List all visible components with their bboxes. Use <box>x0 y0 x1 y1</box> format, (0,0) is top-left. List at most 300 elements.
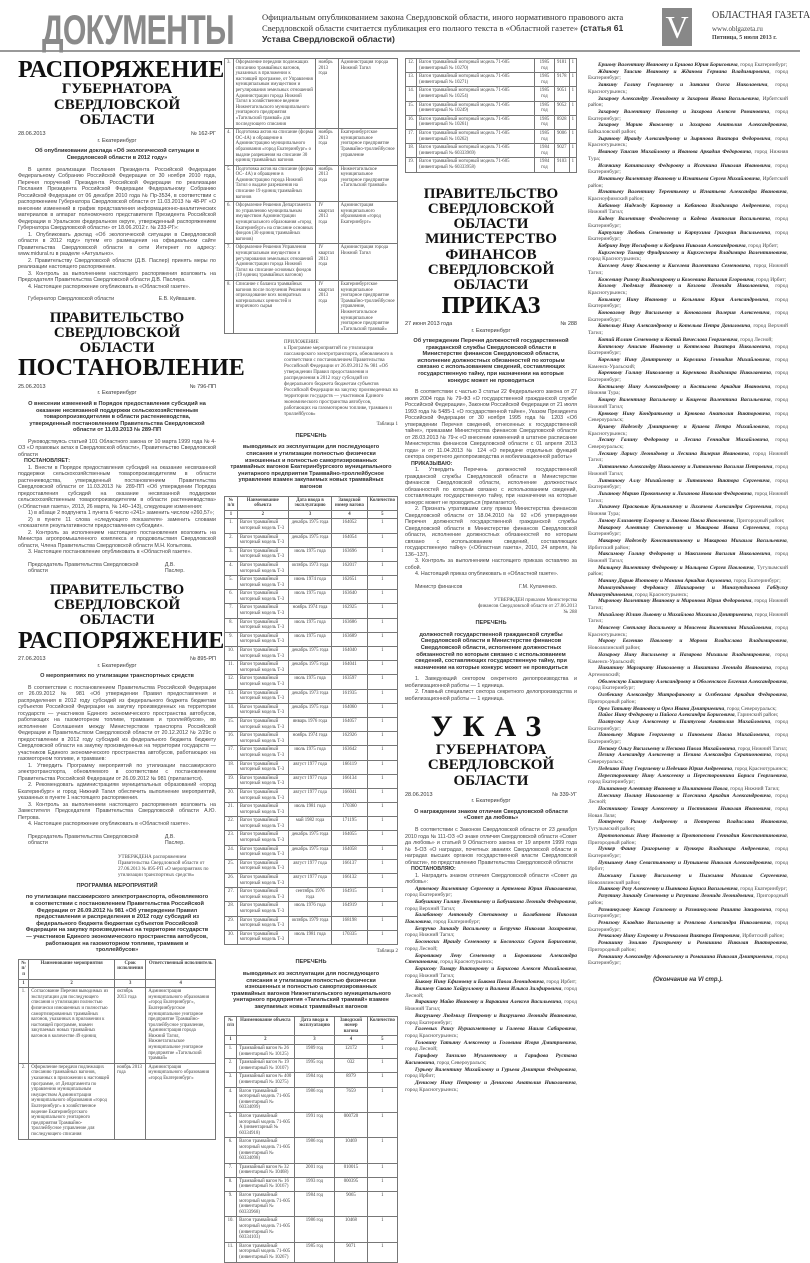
row-number: 5. <box>225 576 238 590</box>
awardee-place: , город Краснотурьинск; <box>731 765 788 772</box>
awardee-place: , город Артемовский; <box>588 665 789 678</box>
awardee-names: Захарову Александру Леонидовну и Захарова Ивана Васильевича <box>598 95 759 102</box>
row-number: 30. <box>225 930 238 944</box>
awardee <box>405 899 577 912</box>
row-number: 14. <box>406 87 417 101</box>
awardee-place: , Пригородный район; <box>588 832 788 846</box>
table-numbers <box>225 510 398 519</box>
awardee-place: , город Нижняя Тура; <box>588 383 788 397</box>
awardee-place: , город Краснотурьинск; <box>588 249 788 263</box>
awardee <box>405 953 577 966</box>
column-number: 5 <box>367 510 397 519</box>
commission-date: май 1982 года <box>288 817 332 831</box>
newspaper-name: ОБЛАСТНАЯ ГАЗЕТА <box>712 10 810 21</box>
commission-date: июль 1976 года <box>288 902 332 916</box>
object-name: Вагон трамвайный моторный модель Т-3 <box>237 533 288 547</box>
row-number: 15. <box>406 101 417 115</box>
awardee-names: Киселеву Анну Яковлевну и Киселева Валентина Семеновича <box>598 263 751 270</box>
doc-city: г. Екатеринбург <box>97 662 137 669</box>
table-header <box>19 959 216 979</box>
column-header: Дата ввода в эксплуатацию <box>288 496 332 510</box>
awardee <box>405 986 577 999</box>
object-name: Вагон трамвайный моторный модель Т-3 <box>237 746 288 760</box>
serial-number: 10468 <box>335 1217 367 1242</box>
awardee <box>588 478 788 491</box>
awardee <box>588 451 788 464</box>
awardee-names: Лескину Ларису Леонидовну и Лескина Валерия Ивановича <box>598 450 749 457</box>
awardee-place: , город Нижний Тагил; <box>588 491 789 504</box>
doc-title: О внесении изменений в Порядок предоставления субсидий на оказание несвязанной поддержки сельскохозяйственным товаропроизводителям в области растениеводства, утвержденный постановлением Правительства Свердловской области от 11.03.2013 № 289-ПП <box>28 400 206 434</box>
table-row <box>225 675 398 689</box>
awardee <box>588 907 788 920</box>
program-table <box>18 959 216 1140</box>
table-cell: ноябрь 2013 года <box>316 165 338 202</box>
awardee <box>588 189 788 202</box>
table-cell: 6. <box>225 202 234 244</box>
quantity: 1 <box>367 1112 397 1137</box>
awardee-names: Карпухину Любовь Семеновну и Карпухина Григория Васильевича <box>598 229 771 236</box>
awardee <box>405 1053 577 1066</box>
awardee-place: , город Североуральск; <box>434 1059 487 1066</box>
row-number: 1. <box>225 1045 237 1059</box>
awardee-names: Кощеву Валентину Васильевну и Кощеева Валентина Васильевича <box>598 397 771 404</box>
quantity: 1 <box>569 73 576 87</box>
awardee-place: , город Екатеринбург; <box>588 296 788 310</box>
quantity: 1 <box>367 675 397 689</box>
awardee-place: , Байкаловский район; <box>588 122 788 136</box>
column-header: Количество <box>367 496 397 510</box>
commission-date: декабрь 1973 года <box>288 689 332 703</box>
awardee-place: , город Екатеринбург; <box>588 229 788 243</box>
awardee <box>588 819 788 832</box>
paragraph: 2. Контроль за исполнением настоящего постановления возложить на Министра агропромышленного комплекса и продовольствия Свердловской области, Члена Правительства Свердловской области М.Н. Копытова. <box>18 529 216 549</box>
awardee <box>588 766 788 773</box>
serial-number: 9065 <box>335 1192 367 1217</box>
table-row <box>225 888 398 902</box>
paragraph: В целях реализации Послания Президента Российской Федерации Федеральному Собранию Российской Федерации от 30 ноября 2010 года, Перечня поручений Президента Российской Федерации по реализации Послания Президента Российской Федерации Федеральному Собранию Российской Федерации от 06 декабря 2010 года № Пр-3534, в соответствии с распоряжением Губернатора Свердловской области от 11.03.2013 № 48-РГ «О внесении изменений в график представления информационно-аналитических материалов в аппарат полномочного представителя Президента Российской Федерации в Уральском федеральном округе, утвержденный распоряжением Губернатора Свердловской области» от 18.06.2012 г. № 233-РГ»: <box>18 166 216 232</box>
table-row <box>225 1192 398 1217</box>
awardee <box>588 263 788 276</box>
doc-city: г. Екатеринбург <box>97 137 137 144</box>
awardee-names: Костылеву Нину Александровну и Костылева Аркадия Ивановича <box>598 383 771 390</box>
quantity: 1 <box>367 732 397 746</box>
awardee-place: , город Краснотурьинск; <box>588 135 788 149</box>
column-header: Срок исполнения <box>114 959 145 979</box>
table-row <box>225 129 398 166</box>
awardee-place: , Ирбитский район; <box>588 175 788 189</box>
awardee-names: Исачкину Капиталину Федоровну и Исачкина Николая Ивановича <box>598 162 771 169</box>
awardee-names: Зырянову Ираиду Александровну и Зырянова Виктора Федоровича <box>598 135 771 142</box>
awardee <box>405 886 577 899</box>
doc-date: 27.06.2013 <box>18 656 46 663</box>
awardee <box>588 565 788 578</box>
table-cell: Екатеринбургское муниципальное унитарное предприятие Трамвайно-троллейбусное управление, Нижнетагильское муниципальное унитарное предприятие «Тагильский трамвай» <box>338 280 397 333</box>
awardee-names: Максимову Галину Федоровну и Максимова Василия Николаевича <box>598 551 771 558</box>
doc-heading: ПРАВИТЕЛЬСТВО СВЕРДЛОВСКОЙ ОБЛАСТИ <box>49 309 185 357</box>
column-header: № п/п <box>225 1016 237 1036</box>
column-number: 1 <box>225 1036 237 1045</box>
commission-date: 1986 год <box>294 1138 335 1163</box>
object-name: Вагон трамвайный моторный модель 71-605 (инвентарный № 10262) <box>417 129 535 143</box>
appendix-note <box>284 340 398 418</box>
table-row <box>225 519 398 533</box>
serial-number: 164915 <box>332 888 367 902</box>
doc-title: О награждении знаком отличия Свердловской области «Совет да любовь» <box>414 808 568 822</box>
quantity: 1 <box>367 576 397 590</box>
commission-date: 1984 год <box>294 1192 335 1217</box>
awardee-names: Назарову Нину Васильевну и Назарова Михаила Владимировича <box>598 651 770 658</box>
awardee <box>588 384 788 397</box>
quantity: 1 <box>367 561 397 575</box>
commission-date: июль 1981 года <box>288 803 332 817</box>
awardee-names: Педешко Нину Георгиевну и Педешко Юрия Андреевича <box>598 765 732 772</box>
awardee-place: , город Нижний Тагил; <box>588 450 789 464</box>
awardee-names: Гурьеву Валентину Михайловну и Гурьева Дмитрия Федоровича <box>415 1066 576 1073</box>
serial-number: 161935 <box>332 689 367 703</box>
awardee-place: , город Краснотурьинск; <box>405 1079 577 1093</box>
column-number: 1 <box>225 510 238 519</box>
table-row <box>225 788 398 802</box>
object-name: Вагон трамвайный моторный модель Т-3 <box>237 717 288 731</box>
column-header: Заводской номер вагона <box>332 496 367 510</box>
awardee <box>405 912 577 925</box>
awardee <box>588 323 788 336</box>
commission-date: 1991 год <box>294 1112 335 1137</box>
object-name: Вагон трамвайный моторный модель Т-3 <box>237 519 288 533</box>
quantity: 1 <box>367 661 397 675</box>
commission-date: декабрь 1975 года <box>288 647 332 661</box>
doc-number: № 339-УГ <box>552 791 577 798</box>
keyword: ПОСТАНОВЛЯЮ: <box>411 866 456 873</box>
paragraph: 2. Признать утратившим силу приказ Министерства финансов Свердловской области от 18.04.2010 № 92 «Об утверждении Перечня должностей государственной гражданской службы Свердловской области в Министерстве финансов Свердловской области, исполнение должностных обязанностей по которым связано с использованием сведений, составляющих государственную тайну» («Областная газета», 2010, 24 апреля, № 136–137). <box>405 506 577 558</box>
table-cell: 4. <box>225 129 234 166</box>
awardee-names: Орел Татьяну Ивановну и Орел Ивана Дмитриевича <box>598 705 725 712</box>
signature <box>28 562 216 575</box>
awardee <box>588 464 788 477</box>
table-row <box>225 845 398 859</box>
object-name: Вагон трамвайный моторный модель 71-605 (инвентарный № 10271) <box>417 73 535 87</box>
paragraph: 3. Настоящее постановление опубликовать в «Областной газете». <box>28 549 192 556</box>
doc-date: 28.06.2013 <box>18 131 46 138</box>
serial-number: 163642 <box>332 746 367 760</box>
table-row <box>225 618 398 632</box>
row-number: 8. <box>225 618 238 632</box>
column-number: 4 <box>146 979 216 988</box>
awardee-place: , город Екатеринбург; <box>588 216 788 229</box>
table-row <box>225 1112 398 1137</box>
awardee <box>588 397 788 410</box>
quantity: 1 <box>367 774 397 788</box>
awardee-place: , город Нижний Тагил; <box>588 464 788 477</box>
quantity: 1 <box>569 129 576 143</box>
awardee-names: Безручко Зинаиду Васильевну и Безручко Николая Захаровича <box>415 925 576 932</box>
table-cell: Администрация муниципального образования «город Екатеринбург» <box>338 202 397 244</box>
quantity: 1 <box>367 1217 397 1242</box>
table-header <box>225 1016 398 1036</box>
object-name: Вагон трамвайный моторный модель Т-3 <box>237 732 288 746</box>
awardee-place: , город Североуральск; <box>588 437 788 451</box>
table-2-continued <box>405 58 577 173</box>
serial-number: 168198 <box>332 916 367 930</box>
awardee <box>405 966 577 979</box>
row-number: 28. <box>225 902 238 916</box>
awardee <box>588 525 788 538</box>
object-name: Вагон трамвайный моторный модель Т-3 <box>237 590 288 604</box>
awardee-place: , город Екатеринбург; <box>588 772 788 786</box>
awardee <box>588 786 788 793</box>
object-name: Вагон трамвайный моторный модель 71-605 (инвентарный № 60333968) <box>237 1192 294 1217</box>
serial-number: 9103 <box>554 158 569 172</box>
awardee <box>588 310 788 323</box>
awardee-place: , город Екатеринбург; <box>737 62 788 68</box>
awardee-place: , город Североуральск; <box>724 705 777 712</box>
table-row <box>19 1063 216 1139</box>
object-name: Вагон трамвайный моторный модель 71-605 (инвентарный № 60334099) <box>237 1087 294 1112</box>
column-number: 3 <box>294 1036 335 1045</box>
table-row <box>406 144 577 158</box>
table-subtitle: выводимых из эксплуатации для последующего списания и утилизации полностью физически изношенных и полностью самортизированных трамвайных вагонов Нижнетагильского муниципального унитарного предприятия «Тагильский трамвай» взамен закупаемых новых трамвайных вагонов <box>231 971 391 1011</box>
commission-date: 2001 год <box>294 1163 335 1177</box>
quantity: 1 <box>367 717 397 731</box>
doc-date: 27 июня 2013 года <box>405 321 453 328</box>
awardee <box>588 250 788 263</box>
commission-date: 1985 год <box>294 1242 335 1262</box>
awardee-names: Быкову Нину Ефимовну и Быкова Павла Леонидовича <box>415 979 544 986</box>
commission-date: декабрь 1975 года <box>288 831 332 845</box>
object-name: Трамвайный вагон № 19 (инвентарный № 10107) <box>237 1059 294 1073</box>
table-cell: октябрь 2013 года <box>114 988 145 1064</box>
awardee <box>588 344 788 357</box>
awardee <box>588 638 788 651</box>
column-header: Количество <box>367 1016 397 1036</box>
program-title: ПРОГРАММА МЕРОПРИЯТИЙ <box>76 882 158 889</box>
serial-number: 010015 <box>335 1163 367 1177</box>
quantity: 1 <box>367 803 397 817</box>
quantity: 1 <box>367 647 397 661</box>
commission-date: август 1977 года <box>288 874 332 888</box>
awardee-names: Миназутдинову Фердавису Шаихаровну и Миназутдинова Габдулху Миназутдиновича <box>588 584 788 598</box>
approval-note: УТВЕРЖДЕН приказом Министерства финансов Свердловской области от 27.06.2013 № 288 <box>477 598 577 616</box>
column-3 <box>405 58 577 1093</box>
commission-date: июль 1975 года <box>288 675 332 689</box>
column-number: 3 <box>114 979 145 988</box>
awardee-names: Борисову Тамару Викторовну и Борисова Алексея Михайловича <box>415 965 576 972</box>
column-header: Заводской номер вагона <box>335 1016 367 1036</box>
object-name: Трамвайный вагон № 26 (инвентарный № 10125) <box>237 1045 294 1059</box>
table-row <box>225 1177 398 1191</box>
object-name: Вагон трамвайный моторный модель 71-605 (инвентарный № 10254) <box>417 87 535 101</box>
quantity: 1 <box>367 1163 397 1177</box>
awardee-place: , город Краснотурьинск; <box>588 82 788 95</box>
table-cell: Подготовка актов на списание (форма ОС- 4А) и обращение в Администрацию города Нижний Тагил о выдаче разрешения на списание 19 единиц трамвайных вагонов <box>233 165 316 202</box>
table-row <box>225 1087 398 1112</box>
doc-heading: ПРАВИТЕЛЬСТВО СВЕРДЛОВСКОЙ ОБЛАСТИ МИНИСТЕРСТВО ФИНАНСОВ СВЕРДЛОВСКОЙ ОБЛАСТИ <box>423 185 559 294</box>
row-number: 2. <box>225 533 238 547</box>
table-row <box>225 661 398 675</box>
awardee <box>588 598 788 611</box>
row-number: 12. <box>406 59 417 73</box>
awardee-place: , Пригородный район; <box>733 517 785 524</box>
column-header: Дата ввода в эксплуатацию <box>294 1016 335 1036</box>
column-number: 5 <box>367 1036 397 1045</box>
table-cell: 8. <box>225 280 234 333</box>
row-number: 16. <box>225 732 238 746</box>
awardee <box>588 370 788 383</box>
column-header: Наименование мероприятия <box>29 959 115 979</box>
intro: В соответствии с частью 3 статьи 22 Федерального закона от 27 июля 2004 года № 79-ФЗ «О государственной гражданской службе Российской Федерации», Законом Российской Федерации от 21 июля 1993 года № 5485-1 «О государственной тайне», Указом Президента Российской Федерации от 30 ноября 1995 года № 1203 «Об утверждении Перечня сведений, отнесенных к государственной тайне», приказами Министерства финансов Свердловской области от 28.03.2013 № 79-к «О внесении изменений в штатное расписание Министерства финансов Свердловской области с 01 апреля 2013 года» и от 11.04.2013 № 124 «О передаче отдельных функций сектора секретного делопроизводства и мобилизационной работы» <box>405 389 577 461</box>
awardee <box>405 1080 577 1093</box>
table-row <box>225 561 398 575</box>
awardee <box>405 1067 577 1080</box>
column-header: Ответственный исполнитель <box>146 959 216 979</box>
commission-date: 1993 год <box>294 1177 335 1191</box>
table-row <box>19 988 216 1064</box>
doc-number: № 162-РГ <box>190 131 216 138</box>
awardee <box>588 732 788 745</box>
quantity: 1 <box>569 101 576 115</box>
awardee <box>588 203 788 216</box>
table-row <box>406 129 577 143</box>
serial-number: 10469 <box>335 1138 367 1163</box>
awardee-place: , город Нижняя Тура; <box>588 149 788 162</box>
object-name: Вагон трамвайный моторный модель Т-3 <box>237 888 288 902</box>
quantity: 1 <box>367 1177 397 1191</box>
table-row <box>225 547 398 561</box>
quantity: 1 <box>367 1138 397 1163</box>
awardee <box>405 999 577 1012</box>
doc-date: 28.06.2013 <box>405 791 433 798</box>
object-name: Вагон трамвайный моторный модель Т-3 <box>237 831 288 845</box>
issue-date: Пятница, 5 июля 2013 г. <box>712 35 777 41</box>
serial-number: 9178 <box>554 73 569 87</box>
awardee-names: Пезину Александру Алексеевну и Пезина Александра Серапионовича <box>598 752 771 759</box>
awardee-place: , город Нижняя Тура; <box>588 504 788 518</box>
commission-date: 1984 год <box>294 1073 335 1087</box>
table-header <box>225 496 398 510</box>
quantity: 1 <box>367 902 397 916</box>
object-name: Вагон трамвайный моторный модель Т-3 <box>237 874 288 888</box>
awardee-place: , Новолялинский район; <box>588 638 788 652</box>
commission-date: декабрь 1975 года <box>288 661 332 675</box>
signer-name: Г.М. Кулаченко. <box>518 583 557 590</box>
table-row <box>225 803 398 817</box>
paragraph: 1. Утвердить Программу мероприятий по утилизации пассажирского электротранспорта, обновляемого в соответствии с постановлением Правительства Российской Федерации от 26.09.2012 № 981 (прилагается). <box>18 762 216 782</box>
awardee <box>588 612 788 625</box>
table-row <box>225 244 398 281</box>
object-name: Трамвайный вагон № 32 (инвентарный № 10468) <box>237 1163 294 1177</box>
awardee-names: Крюкову Нину Кондратьевну и Крюкова Анатолия Викторовича <box>598 410 770 417</box>
doc-title: О мероприятиях по утилизации транспортных средств <box>40 673 194 680</box>
table-cell: Оформление передачи подлежащих списанию трамвайных вагонов, указанных в приложении к настоящей программе, от Департамента по управлению муниципальным имуществом Администрации муниципального образования «город Екатеринбург» в хозяйственное ведение Екатеринбургского муниципального унитарного предприятия Трамвайно-троллейбусное управление для последующего списания <box>29 1063 115 1139</box>
awardee-names: Гарифову Танзилю Мухаметовну и Гарифова Рустама Касимовича <box>405 1053 577 1066</box>
paragraph: В соответствии с постановлением Правительства Российской Федерации от 26.09.2012 № 981 «Об утверждении Правил предоставления и распределения в 2012 году субсидий из федерального бюджета бюджетам субъектов Российской Федерации на закупку произведенных на территории государств — участников Единого экономического пространства автобусов, работающих на газомоторном топливе, трамваев и троллейбусов», во исполнение Соглашения между Министерством транспорта Российской Федерации и Правительством Свердловской области от 20.12.2012 № 2/29с о предоставлении в 2012 году субсидий из федерального бюджета бюджету Свердловской области на закупку произведенных на территории государств — участников Единого экономического пространства автобусов, работающих на газомоторном топливе, и трамваев: <box>18 684 216 763</box>
keyword: ПРИКАЗЫВАЮ: <box>411 460 453 467</box>
intro: Руководствуясь статьей 101 Областного закона от 10 марта 1999 года № 4-ОЗ «О правовых актах в Свердловской области», Правительство Свердловской области <box>18 438 216 458</box>
row-number: 7. <box>225 604 238 618</box>
object-name: Вагон трамвайный моторный модель Т-3 <box>237 561 288 575</box>
table-row <box>406 115 577 129</box>
serial-number: 164055 <box>332 831 367 845</box>
object-name: Вагон трамвайный моторный модель Т-3 <box>237 817 288 831</box>
awardee-names: Головину Татьяну Алексеевну и Головина Игоря Дмитриевича <box>415 1039 576 1046</box>
doc-date: 25.06.2013 <box>18 383 46 390</box>
commission-date: декабрь 1975 года <box>288 533 332 547</box>
object-name: Вагон трамвайный моторный модель 71-605 (инвентарный № 10270) <box>417 59 535 73</box>
awardee-names: Вахрушеву Людмилу Петровну и Вахрушева Леонида Ивановича <box>415 1012 576 1019</box>
doc-number: № 288 <box>560 321 577 328</box>
table-cell: Оформление передачи подлежащих списанию трамвайных вагонов, указанных в приложении к настоящей программе, от Управления муниципальным имуществом и регулирования земельных отношений Администрации города Нижний Тагил в хозяйственное ведение Нижнетагильского муниципального унитарного предприятия «Тагильский трамвай» для последующего списания <box>233 59 316 129</box>
table-cell: ноябрь 2013 года <box>114 1063 145 1139</box>
awardee-names: Галеевых Раису Нуриахметовну и Галеева Наиля Сабировича <box>415 1026 576 1033</box>
row-number: 11. <box>225 661 238 675</box>
awardee-place: , Ирбитский район; <box>588 537 788 551</box>
awardee-place: , город Краснотурьинск; <box>405 1026 577 1039</box>
paragraph: 4. Настоящее распоряжение опубликовать в «Областной газете». <box>28 821 191 828</box>
table-cell: 7. <box>225 244 234 281</box>
awardee-place: , город Екатеринбург; <box>588 477 788 491</box>
object-name: Вагон трамвайный моторный модель Т-3 <box>237 803 288 817</box>
paragraph: 4. Настоящий приказ опубликовать в «Областной газете». <box>415 571 559 578</box>
awardee <box>588 122 788 135</box>
awardee-place: , город Екатеринбург; <box>588 343 788 357</box>
awardee-names: Бабушкину Галину Леонтьевну и Бабушкина Леонида Федоровича <box>415 898 576 905</box>
awardee-place: , Пригородный район; <box>588 692 788 705</box>
quantity: 1 <box>367 845 397 859</box>
object-name: Вагон трамвайный моторный модель Т-3 <box>237 576 288 590</box>
table-row <box>406 101 577 115</box>
quantity: 1 <box>367 746 397 760</box>
row-number: 21. <box>225 803 238 817</box>
column-header: Наименование объекта <box>237 496 288 510</box>
table-label: Таблица 2 <box>376 948 398 954</box>
serial-number: 166134 <box>332 774 367 788</box>
quantity: 1 <box>367 930 397 944</box>
awardee-names: Оболенскую Екатерину Александровну и Оболенского Евгения Александровича <box>598 678 787 685</box>
object-name: Вагон трамвайный моторный модель Т-3 <box>237 632 288 646</box>
quantity: 1 <box>367 547 397 561</box>
intro: В соответствии с Законом Свердловской области от 23 декабря 2010 года № 111-ОЗ «О знаке отличия Свердловской области «Совет да любовь» и статьей 9 Областного закона от 19 апреля 1999 года № 5-ОЗ «О наградах, почетных званиях Свердловской области и наградах высших органов государственной власти Свердловской области», по представлению Правительства Свердловской области <box>405 827 577 866</box>
awardee-names: Боровикову Лену Семеновну и Боровикова Александра Степановича <box>405 952 577 966</box>
awardee-place: , город Нижний Тагил; <box>588 551 788 565</box>
serial-number: 9071 <box>335 1242 367 1262</box>
object-name: Вагон трамвайный моторный модель 71-605 (инвентарный № 10261) <box>417 115 535 129</box>
awardee-place: , город Лесной; <box>405 1039 577 1053</box>
awardee <box>588 679 788 692</box>
row-number: 17. <box>406 129 417 143</box>
awardee-place: , город Краснотурьинск; <box>437 959 494 966</box>
table-row <box>225 930 398 944</box>
awardee-place: , город Екатеринбург; <box>405 1012 577 1026</box>
table-cell: Подготовка актов на списание (форма ОС-4А) и обращение в Администрацию муниципального образования «город Екатеринбург» о выдаче разрешения на списание 30 единиц трамвайных вагонов <box>233 129 316 166</box>
website-link[interactable]: www.oblgazeta.ru <box>712 25 763 33</box>
table-cell: Согласование Перечня выводимых из эксплуатации для последующего списания и утилизации полностью физически изношенных и полностью самортизированных трамвайных вагонов, указанных в приложении к настоящей программе, взамен закупаемых новых трамвайных вагонов в количестве 49 единиц <box>29 988 115 1064</box>
awardee <box>588 504 788 517</box>
table-row <box>225 746 398 760</box>
awardee <box>588 163 788 176</box>
table-cell: Екатеринбургское муниципальное унитарное предприятие Трамвайно-троллейбусное управление <box>338 129 397 166</box>
awardee-place: , Новолялинский район; <box>588 873 788 886</box>
paragraph: 1. Утвердить Перечень должностей государственной гражданской службы Свердловской области в Министерстве финансов Свердловской области, исполнение должностных обязанностей по которым связано с использованием сведений, составляющих государственную тайну, при назначении на которые конкурс может не проводиться (прилагается). <box>405 467 577 506</box>
awardee-place: , город Екатеринбург; <box>737 886 788 893</box>
serial-number: 162651 <box>332 576 367 590</box>
commission-date: 1985 год <box>534 115 554 129</box>
awardee-names: Кабанову Надежду Карповну и Кабанова Владимира Андреевича <box>598 202 770 209</box>
table-1 <box>224 496 398 945</box>
awardee-names: Палтусову Аллу Алексеевну и Палтусова Анатолия Михайловича <box>598 718 771 725</box>
awardee-names: Макарову Алевтину Степановну и Макарова Ивана Сергеевича <box>598 524 770 531</box>
object-name: Вагон трамвайный моторный модель Т-3 <box>237 661 288 675</box>
row-number: 8. <box>225 1177 237 1191</box>
